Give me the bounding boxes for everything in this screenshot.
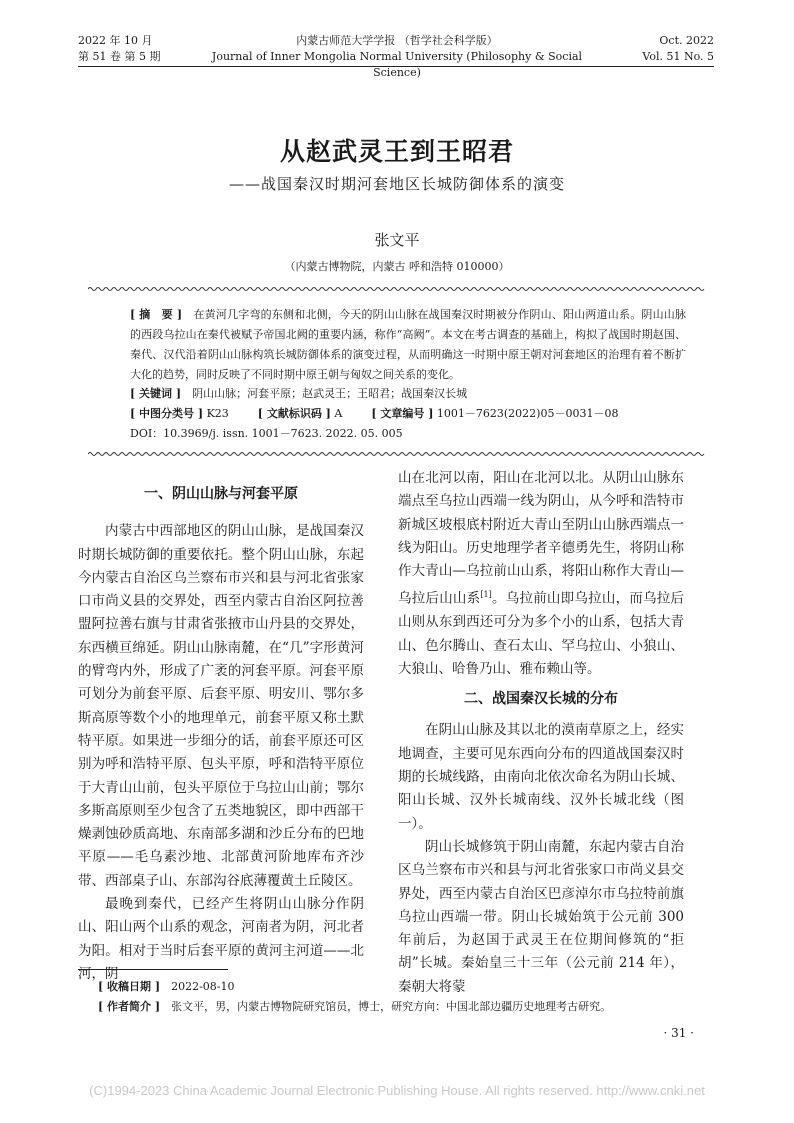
article-subtitle: ——战国秦汉时期河套地区长城防御体系的演变 bbox=[228, 175, 565, 193]
keywords-text: 阴山山脉；河套平原；赵武灵王；王昭君；战国秦汉长城 bbox=[192, 387, 468, 400]
body-paragraph: 最晚到秦代，已经产生将阴山山脉分作阴山、阳山两个山系的观念，河南者为阴，河北者为阳。相对于当时后套平原的黄河主河道——北河，阴 bbox=[78, 896, 364, 982]
journal-name-cn: 内蒙古师范大学学报 （哲学社会科学版） bbox=[296, 34, 498, 47]
classification-line bbox=[130, 404, 690, 424]
abstract-block bbox=[130, 305, 686, 385]
artno-value: 1001－7623(2022)05－0031－08 bbox=[436, 407, 619, 420]
wavy-divider-top bbox=[88, 286, 706, 292]
clc-label: [ 中图分类号 ] bbox=[130, 407, 204, 420]
body-column-left bbox=[78, 483, 364, 986]
page-number: · 31 · bbox=[663, 1026, 694, 1040]
footnotes bbox=[98, 977, 698, 1017]
artno-label: [ 文章编号 ] bbox=[371, 407, 434, 420]
header-right bbox=[564, 33, 714, 65]
keywords-line bbox=[130, 384, 690, 404]
body-paragraph: 内蒙古中西部地区的阴山山脉，是战国秦汉时期长城防御的重要依托。整个阴山山脉，东起今内蒙古自治区乌兰察布市兴和县与河北省张家口市尚义县的交界处，西至内蒙古自治区阿拉善盟阿拉善右旗与甘肃省张掖市山丹县的交界处，东西横亘绵延。阴山山脉南麓，在“几”字形黄河的臂弯内外，形成了广袤的河套平原。河套平原可划分为前套平原、后套平原、明安川、鄂尔多斯高原等数个小的地理单元，前套平原又称土默特平原。如果进一步细分的话，前套平原还可区别为呼和浩特平原、包头平原，呼和浩特平原位于大青山山前，包头平原位于乌拉山山前；鄂尔多斯高原则至少包含了五类地貌区，即中西部干燥剥蚀砂质高地、东南部多湖和沙丘分布的巴地平原——毛乌素沙地、北部黄河阶地库布齐沙带、西部桌子山、东部沟谷底薄覆黄土丘陵区。 bbox=[78, 523, 364, 889]
abstract-label: [ 摘 要 ] bbox=[130, 308, 183, 321]
abstract-paragraph bbox=[130, 305, 686, 385]
copyright-watermark: (C)1994-2023 China Academic Journal Electronic Publishing House. All rights reserved. http://www.cnki.net bbox=[89, 1083, 705, 1098]
section-heading-1: 一、阴山山脉与河套平原 bbox=[144, 486, 298, 502]
article-title: 从赵武灵王到王昭君 bbox=[279, 137, 514, 166]
header-center bbox=[200, 33, 594, 81]
author-name: 张文平 bbox=[374, 231, 420, 249]
author-affiliation: （内蒙古博物院，内蒙古 呼和浩特 010000） bbox=[284, 260, 510, 273]
body-column-right bbox=[398, 467, 684, 999]
clc-value: K23 bbox=[206, 407, 229, 420]
citation-ref[interactable]: [1] bbox=[480, 590, 492, 600]
issue-date-cn: 2022 年 10 月 bbox=[78, 34, 153, 47]
footnote-rule bbox=[78, 969, 228, 970]
body-paragraph: 在阴山山脉及其以北的漠南草原之上，经实地调查，主要可见东西向分布的四道战国秦汉时期的长城线路，由南向北依次命名为阴山长城、阳山长城、汉外长城南线、汉外长城北线（图一）。 bbox=[398, 722, 684, 832]
volume-cn: 第 51 卷 第 5 期 bbox=[78, 50, 161, 63]
keywords-label: [ 关键词 ] bbox=[130, 387, 182, 400]
doccode-label: [ 文献标识码 ] bbox=[257, 407, 331, 420]
journal-name-en: Journal of Inner Mongolia Normal University (Philosophy & Social Science) bbox=[211, 50, 583, 79]
section-heading-2: 二、战国秦汉长城的分布 bbox=[464, 691, 618, 708]
body-paragraph: 山在北河以南，阳山在北河以北。从阴山山脉东端点至乌拉山西端一线为阴山，从今呼和浩特市新城区坡根底村附近大青山至阴山山脉西端点一线为阳山。历史地理学者辛德勇先生，将阴山称作大青山—乌拉前山山系，将阳山称作大青山—乌拉后山山系[1]。乌拉前山即乌拉山，而乌拉后山则从东到西还可分为多个小的山系，包括大青山、色尔腾山、查石太山、罕乌拉山、小狼山、大狼山、哈鲁乃山、雅布赖山等。 bbox=[398, 470, 685, 677]
received-date-line: [ 收稿日期 ] 2022-08-10 bbox=[98, 980, 235, 993]
author-bio-line: [ 作者简介 ] 张文平，男，内蒙古博物院研究馆员，博士，研究方向：中国北部边疆历史地理考古研究。 bbox=[98, 1000, 612, 1013]
doi-line: DOI：10.3969/j. issn. 1001－7623. 2022. 05. 005 bbox=[130, 427, 403, 440]
volume-en: Vol. 51 No. 5 bbox=[642, 50, 714, 63]
abstract-text: 在黄河几字弯的东侧和北侧，今天的阴山山脉在战国秦汉时期被分作阴山、阳山两道山系。阴山山脉的西段乌拉山在秦代被赋予帝国北阙的重要内涵，称作“高阙”。本文在考古调查的基础上，构拟了战国时期赵国、秦代、汉代沿着阴山山脉构筑长城防御体系的演变过程，从而明确这一时期中原王朝对河套地区的治理有着不断扩大化的趋势，同时反映了不同时期中原王朝与匈奴之间关系的变化。 bbox=[130, 308, 686, 381]
body-paragraph: 阴山长城修筑于阴山南麓，东起内蒙古自治区乌兰察布市兴和县与河北省张家口市尚义县交界处，西至内蒙古自治区巴彦淖尔市乌拉特前旗乌拉山西端一带。阴山长城始筑于公元前 300 年前后，为赵国于武灵王在位期间修筑的“拒胡”长城。秦始皇三十三年（公元前 214 年），秦朝大将蒙 bbox=[398, 838, 684, 995]
issue-date-en: Oct. 2022 bbox=[659, 34, 714, 47]
wavy-divider-bottom bbox=[88, 451, 706, 457]
header-rule bbox=[78, 66, 714, 67]
doccode-value: A bbox=[334, 407, 343, 420]
